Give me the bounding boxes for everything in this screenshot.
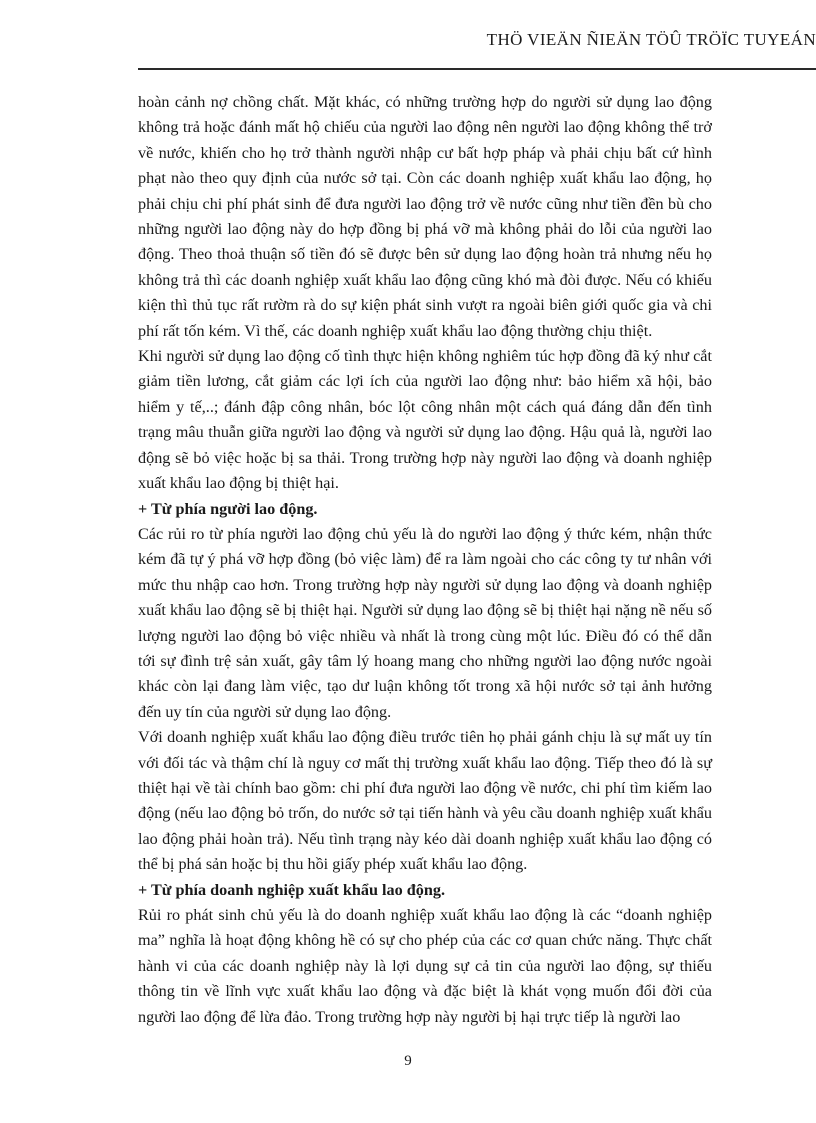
paragraph: Các rủi ro từ phía người lao động chủ yếu là do người lao động ý thức kém, nhận thức kém đã tự ý phá vỡ hợp đồng (bỏ việc làm) để ra làm ngoài cho các công ty tư nhân với mức thu nhập cao hơn. Trong trường hợp này người sử dụng lao động và doanh nghiệp xuất khẩu lao động sẽ bị thiệt hại. Người sử dụng lao động sẽ bị thiệt hại nặng nề nếu số lượng người lao động bỏ việc nhiều và nhất là trong cùng một lúc. Điều đó có thể dẫn tới sự đình trệ sản xuất, gây tâm lý hoang mang cho những người lao động nước ngoài khác còn lại đang làm việc, tạo dư luận không tốt trong xã hội nước sở tại ảnh hưởng đến uy tín của người sử dụng lao động. (138, 524, 712, 721)
paragraph: Với doanh nghiệp xuất khẩu lao động điều trước tiên họ phải gánh chịu là sự mất uy tín với đối tác và thậm chí là nguy cơ mất thị trường xuất khẩu lao động. Tiếp theo đó là sự thiệt hại về tài chính bao gồm: chi phí đưa người lao động về nước, chi phí tìm kiếm lao động (nếu lao động bỏ trốn, do nước sở tại tiến hành và yêu cầu doanh nghiệp xuất khẩu lao động phải hoàn trả). Nếu tình trạng này kéo dài doanh nghiệp xuất khẩu lao động có thể bị phá sản hoặc bị thu hồi giấy phép xuất khẩu lao động. (138, 728, 712, 874)
paragraph: hoàn cảnh nợ chồng chất. Mặt khác, có những trường hợp do người sử dụng lao động không trả hoặc đánh mất hộ chiếu của người lao động nên người lao động không thể trở về nước, khiến cho họ trở thành người nhập cư bất hợp pháp và phải chịu bất cứ hình phạt nào theo quy định của nước sở tại. Còn các doanh nghiệp xuất khẩu lao động, họ phải chịu chi phí phát sinh để đưa người lao động trở về nước cũng như tiền đền bù cho những người lao động này do hợp đồng bị phá vỡ mà không phải do lỗi của người lao động. Theo thoả thuận số tiền đó sẽ được bên sử dụng lao động hoàn trả nhưng nếu họ không trả thì các doanh nghiệp xuất khẩu lao động cũng khó mà đòi được. Nếu có khiếu kiện thì thủ tục rất rườm rà do sự kiện phát sinh vượt ra ngoài biên giới quốc gia và chi phí rất tốn kém. Vì thế, các doanh nghiệp xuất khẩu lao động thường chịu thiệt. (138, 93, 712, 340)
paragraph: Khi người sử dụng lao động cố tình thực hiện không nghiêm túc hợp đồng đã ký như cắt giảm tiền lương, cắt giảm các lợi ích của người lao động như: bảo hiểm xã hội, bảo hiểm y tế,..; đánh đập công nhân, bóc lột công nhân một cách quá đáng dẫn đến tình trạng mâu thuẫn giữa người lao động và người sử dụng lao động. Hậu quả là, người lao động sẽ bỏ việc hoặc bị sa thải. Trong trường hợp này người lao động và doanh nghiệp xuất khẩu lao động bị thiệt hại. (138, 347, 712, 493)
header-title: THÖ VIEÄN ÑIEÄN TÖÛ TRÖÏC TUYEÁN (486, 30, 816, 49)
page-body (138, 90, 712, 1030)
section-heading: + Từ phía người lao động. (138, 499, 318, 518)
header-divider (138, 68, 816, 70)
page-number: 9 (404, 1053, 412, 1069)
paragraph: Rủi ro phát sinh chủ yếu là do doanh nghiệp xuất khẩu lao động là các “doanh nghiệp ma” nghĩa là hoạt động không hề có sự cho phép của các cơ quan chức năng. Thực chất hành vi của các doanh nghiệp này là lợi dụng sự cả tin của người lao động, sự thiếu thông tin về lĩnh vực xuất khẩu lao động và đặc biệt là khát vọng muốn đổi đời của người lao động để lừa đảo. Trong trường hợp này người bị hại trực tiếp là người lao (138, 906, 712, 1026)
section-heading: + Từ phía doanh nghiệp xuất khẩu lao động. (138, 880, 446, 899)
